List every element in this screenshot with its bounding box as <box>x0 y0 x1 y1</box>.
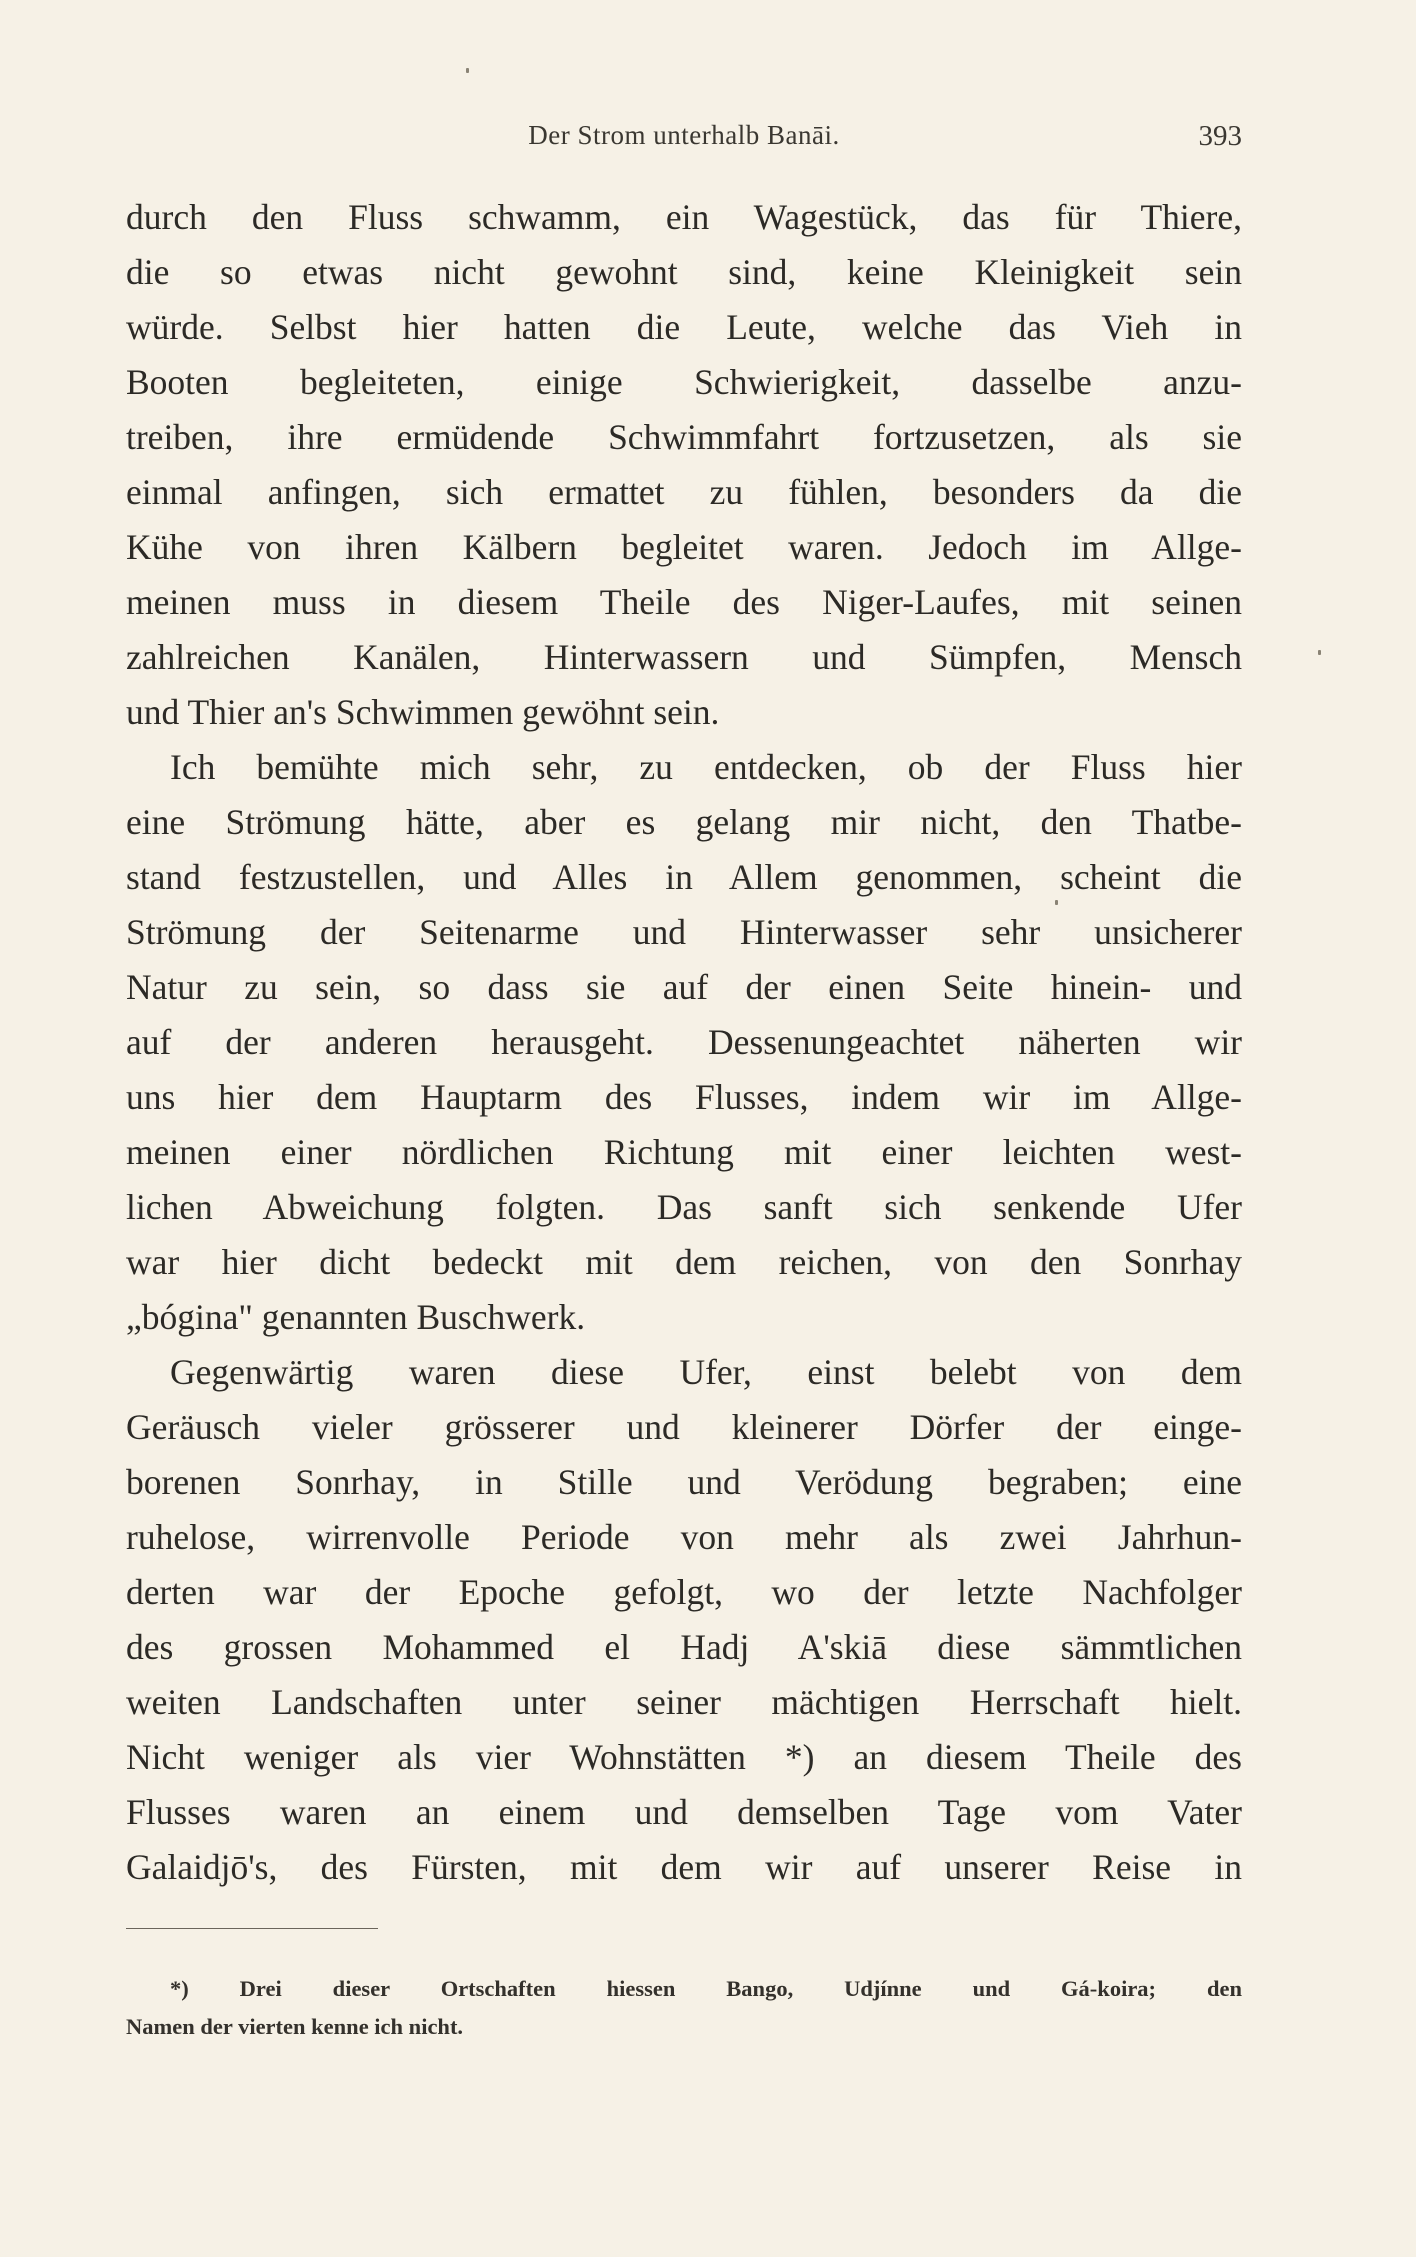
text-line: würde. Selbst hier hatten die Leute, welche das Vieh in <box>126 307 1242 347</box>
footnote-line: Namen der vierten kenne ich nicht. <box>126 2014 464 2039</box>
print-speck <box>1055 900 1058 905</box>
text-line: „bógina" genannten Buschwerk. <box>126 1297 586 1337</box>
text-line: Gegenwärtig waren diese Ufer, einst belebt von dem <box>170 1352 1242 1392</box>
text-line: Kühe von ihren Kälbern begleitet waren. Jedoch im Allge- <box>126 527 1242 567</box>
text-line: auf der anderen herausgeht. Dessenungeachtet näherten wir <box>126 1022 1242 1062</box>
text-line: stand festzustellen, und Alles in Allem genommen, scheint die <box>126 857 1242 897</box>
text-line: Galaidjō's, des Fürsten, mit dem wir auf unserer Reise in <box>126 1847 1242 1887</box>
running-title: Der Strom unterhalb Banāi. <box>528 120 840 150</box>
text-line: Nicht weniger als vier Wohnstätten *) an diesem Theile des <box>126 1737 1242 1777</box>
body-text <box>126 190 1242 1895</box>
page-number: 393 <box>1198 120 1242 152</box>
text-line: weiten Landschaften unter seiner mächtigen Herrschaft hielt. <box>126 1682 1242 1722</box>
text-line: durch den Fluss schwamm, ein Wagestück, das für Thiere, <box>126 197 1242 237</box>
footnote-divider <box>126 1928 378 1929</box>
text-line: und Thier an's Schwimmen gewöhnt sein. <box>126 692 720 732</box>
text-line: uns hier dem Hauptarm des Flusses, indem wir im Allge- <box>126 1077 1242 1117</box>
text-line: meinen muss in diesem Theile des Niger-Laufes, mit seinen <box>126 582 1242 622</box>
text-line: des grossen Mohammed el Hadj A'skiā diese sämmtlichen <box>126 1627 1242 1667</box>
page-header <box>126 120 1242 164</box>
text-line: die so etwas nicht gewohnt sind, keine Kleinigkeit sein <box>126 252 1242 292</box>
text-line: Ich bemühte mich sehr, zu entdecken, ob der Fluss hier <box>170 747 1242 787</box>
text-line: Booten begleiteten, einige Schwierigkeit, dasselbe anzu- <box>126 362 1242 402</box>
text-line: eine Strömung hätte, aber es gelang mir nicht, den Thatbe- <box>126 802 1242 842</box>
text-line: einmal anfingen, sich ermattet zu fühlen, besonders da die <box>126 472 1242 512</box>
footnote-line: *) Drei dieser Ortschaften hiessen Bango, Udjínne und Gá-koira; den <box>170 1976 1242 2001</box>
text-line: treiben, ihre ermüdende Schwimmfahrt fortzusetzen, als sie <box>126 417 1242 457</box>
print-speck <box>1318 650 1321 655</box>
text-line: lichen Abweichung folgten. Das sanft sich senkende Ufer <box>126 1187 1242 1227</box>
text-line: war hier dicht bedeckt mit dem reichen, von den Sonrhay <box>126 1242 1242 1282</box>
text-line: Geräusch vieler grösserer und kleinerer Dörfer der einge- <box>126 1407 1242 1447</box>
text-line: zahlreichen Kanälen, Hinterwassern und Sümpfen, Mensch <box>126 637 1242 677</box>
text-line: borenen Sonrhay, in Stille und Verödung begraben; eine <box>126 1462 1242 1502</box>
footnote <box>126 1970 1242 2046</box>
text-line: Flusses waren an einem und demselben Tage vom Vater <box>126 1792 1242 1832</box>
print-speck <box>466 68 469 73</box>
text-line: Natur zu sein, so dass sie auf der einen Seite hinein- und <box>126 967 1242 1007</box>
text-line: Strömung der Seitenarme und Hinterwasser sehr unsicherer <box>126 912 1242 952</box>
text-line: meinen einer nördlichen Richtung mit einer leichten west- <box>126 1132 1242 1172</box>
text-line: ruhelose, wirrenvolle Periode von mehr als zwei Jahrhun- <box>126 1517 1242 1557</box>
text-line: derten war der Epoche gefolgt, wo der letzte Nachfolger <box>126 1572 1242 1612</box>
